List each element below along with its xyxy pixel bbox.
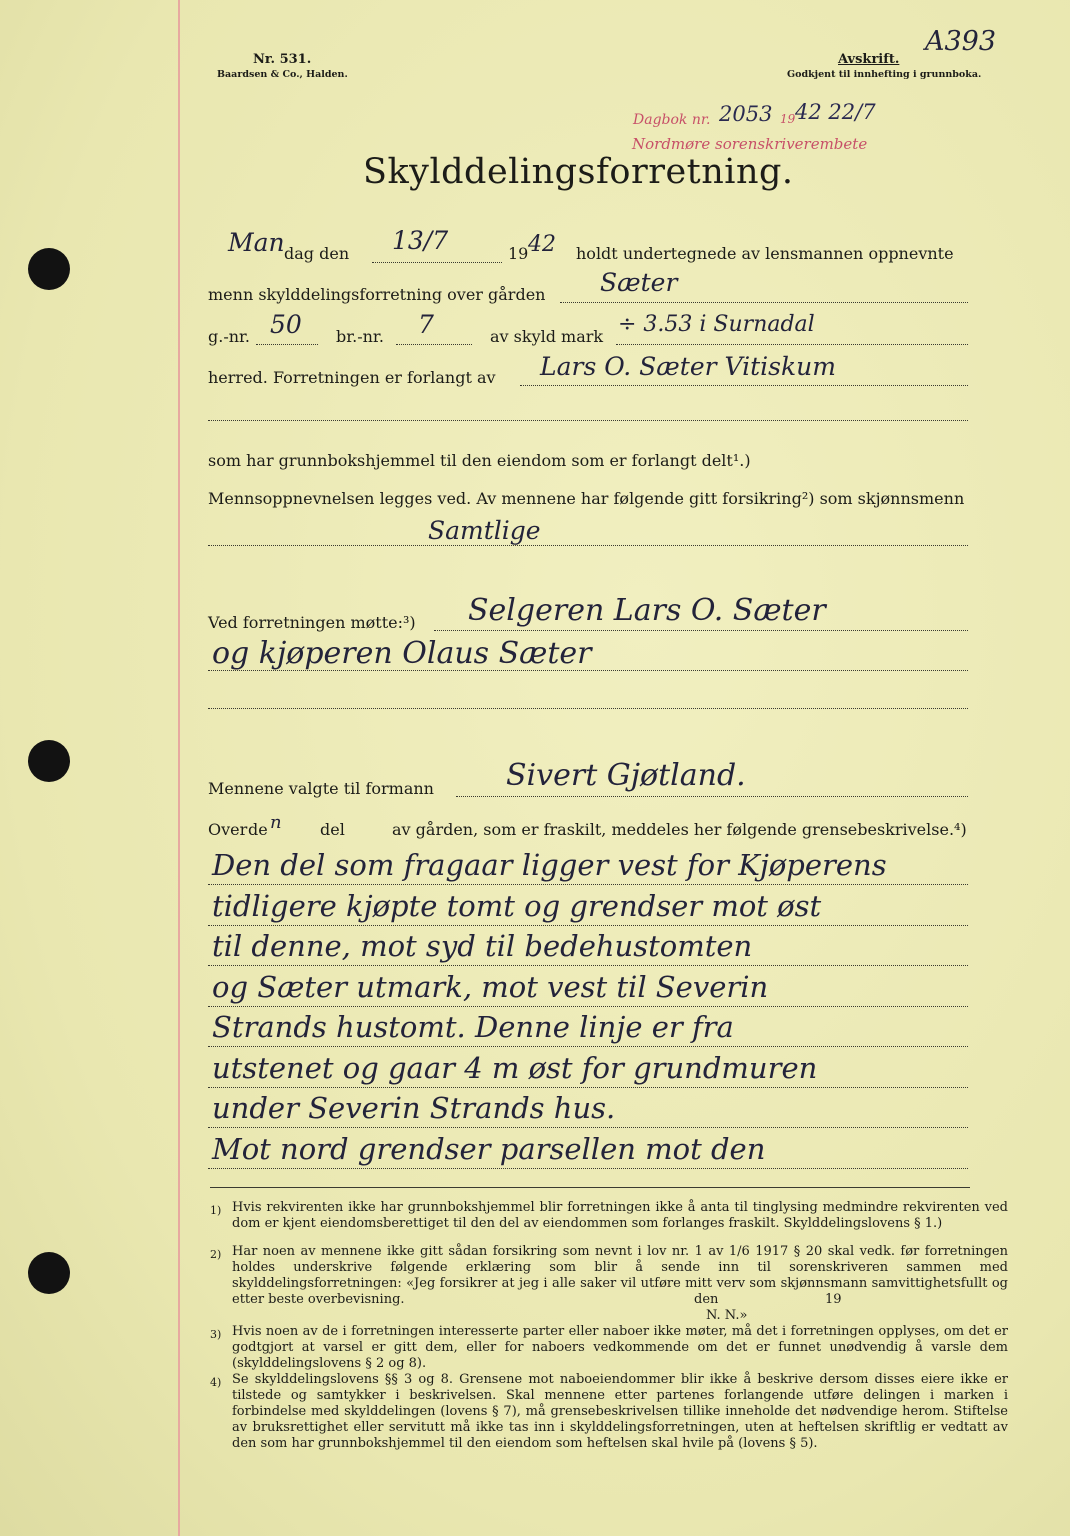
fill-line bbox=[208, 884, 968, 885]
fill-line bbox=[208, 545, 968, 546]
description-line: Strands hustomt. Denne linje er fra bbox=[212, 1010, 734, 1044]
fill-line bbox=[208, 925, 968, 926]
fill-line bbox=[208, 965, 968, 966]
fill-line bbox=[208, 708, 968, 709]
printer-name: Baardsen & Co., Halden. bbox=[217, 69, 348, 80]
label-grunnbokshjemmel: som har grunnbokshjemmel til den eiendom som er forlangt delt¹.) bbox=[208, 451, 751, 470]
description-line: tidligere kjøpte tomt og grendser mot øst bbox=[212, 888, 822, 923]
handwritten-buyer: og kjøperen Olaus Sæter bbox=[212, 636, 592, 671]
fill-line bbox=[208, 1046, 968, 1047]
office-stamp: Nordmøre sorenskriverembete bbox=[632, 135, 868, 153]
fill-line bbox=[208, 420, 968, 421]
description-line: til denne, mot syd til bedehustomten bbox=[212, 929, 753, 963]
footnote-4-mark: 4) bbox=[210, 1376, 222, 1389]
label-mennsoppnevnelse: Mennsoppnevnelsen legges ved. Av mennene har følgende gitt forsikring²) som skjønnsmenn bbox=[208, 489, 965, 508]
footnote-3: Hvis noen av de i forretningen interesserte parter eller naboer ikke møter, må det i forretningen opplyses, om det er godtgjort at varsel er gitt dem, eller for naboers vedkommende om det er funnet unødvendig å varsle dem (skylddelingslovens § 2 og 8). bbox=[232, 1324, 1008, 1371]
handwritten-day: Man bbox=[228, 228, 285, 257]
dagbok-date: 42 22/7 bbox=[795, 100, 876, 124]
handwritten-year: 42 bbox=[528, 232, 556, 257]
footnote-2-mark: 2) bbox=[210, 1248, 222, 1261]
handwritten-seller: Selgeren Lars O. Sæter bbox=[468, 593, 826, 628]
fill-line bbox=[256, 344, 318, 345]
label-gnr: g.-nr. bbox=[208, 327, 251, 346]
fill-line bbox=[456, 796, 968, 797]
handwritten-chairman: Sivert Gjøtland. bbox=[506, 758, 746, 793]
handwritten-date: 13/7 bbox=[392, 226, 449, 255]
label-de: de bbox=[248, 820, 268, 839]
label-grensebeskrivelse: av gården, som er fraskilt, meddeles her følgende grensebeskrivelse.⁴) bbox=[392, 820, 967, 839]
footnote-1-mark: 1) bbox=[210, 1204, 222, 1217]
fill-line bbox=[520, 385, 968, 386]
label-bnr: br.-nr. bbox=[336, 327, 384, 346]
handwritten-n: n bbox=[270, 812, 282, 833]
handwritten-bnr: 7 bbox=[418, 310, 434, 339]
copy-label: Avskrift. bbox=[838, 52, 900, 67]
label-gaarden: menn skylddelingsforretning over gården bbox=[208, 285, 546, 304]
label-forlangt: herred. Forretningen er forlangt av bbox=[208, 368, 496, 387]
label-skyld: av skyld mark bbox=[490, 327, 604, 346]
fill-line bbox=[434, 630, 968, 631]
description-line: under Severin Strands hus. bbox=[212, 1091, 616, 1125]
description-line: Den del som fragaar ligger vest for Kjøperens bbox=[212, 848, 887, 882]
dagbok-number: 2053 bbox=[719, 102, 773, 126]
fill-line bbox=[208, 1087, 968, 1088]
footnote-1: Hvis rekvirenten ikke har grunnbokshjemmel blir forretningen ikke å anta til tinglysing medmindre rekvirenten ved dom er kjent eiendomsberettiget til den del av eiendommen som forlanges fraskilt. Skylddelingslovens § 1.) bbox=[232, 1200, 1008, 1231]
description-line: Mot nord grendser parsellen mot den bbox=[212, 1131, 766, 1166]
footnote-3-mark: 3) bbox=[210, 1328, 222, 1341]
footnote-2: Har noen av mennene ikke gitt sådan forsikring som nevnt i lov nr. 1 av 1/6 1917 § 20 skal vedk. før forretningen holdes underskrive følgende erklæring som blir å sende inn til sorenskriveren sammen med skylddelingsforretningen: «Jeg forsikrer at jeg i alle saker vil utføre mitt verv som skjønnsmann samvittighetsfullt og etter beste overbevisning. bbox=[232, 1244, 1008, 1307]
footnote-4: Se skylddelingslovens §§ 3 og 8. Grensene mot naboeiendommer blir ikke å beskrive dersom disses eiere ikke er tilstede og samtykker i beskrivelsen. Skal mennene etter partenes forlangende utføre delingen i marken i forbindelse med skylddelingen (lovens § 7), må grensebeskrivelsen tillike inneholde det nødvendige herom. Stiftelse av bruksrettighet eller servitutt må ikke tas inn i skylddelingsforretningen, uten at heftelsen skriftlig er vedtatt av den som har grunnbokshjemmel til den eiendom som heftelsen skal hvile på (lovens § 5). bbox=[232, 1372, 1008, 1451]
label-formann: Mennene valgte til formann bbox=[208, 779, 434, 798]
fill-line bbox=[616, 344, 968, 345]
page-reference: A393 bbox=[925, 26, 997, 57]
footnote-2-year: 19 bbox=[825, 1292, 842, 1307]
approval-text: Godkjent til innhefting i grunnboka. bbox=[787, 69, 982, 80]
punch-hole bbox=[28, 1252, 70, 1294]
form-number: Nr. 531. bbox=[253, 52, 312, 67]
fill-line bbox=[372, 262, 502, 263]
margin-line bbox=[178, 0, 180, 1536]
document-title: Skylddelingsforretning. bbox=[363, 152, 794, 192]
footnote-2-den: den bbox=[694, 1292, 719, 1307]
handwritten-farm: Sæter bbox=[600, 268, 678, 297]
fill-line bbox=[208, 1127, 968, 1128]
punch-hole bbox=[28, 248, 70, 290]
footnote-2-signature: N. N.» bbox=[706, 1308, 748, 1323]
description-line: utstenet og gaar 4 m øst for grundmuren bbox=[212, 1050, 818, 1085]
description-line: og Sæter utmark, mot vest til Severin bbox=[212, 969, 769, 1004]
handwritten-samtlige: Samtlige bbox=[428, 516, 541, 545]
label-over: Over bbox=[208, 820, 248, 839]
label-del: del bbox=[320, 820, 345, 839]
footnote-rule bbox=[210, 1187, 970, 1188]
fill-line bbox=[560, 302, 968, 303]
label-year-prefix: 19 bbox=[508, 244, 529, 263]
handwritten-skyld: ÷ 3.53 i Surnadal bbox=[618, 312, 815, 337]
punch-hole bbox=[28, 740, 70, 782]
fill-line bbox=[208, 1168, 968, 1169]
fill-line bbox=[396, 344, 472, 345]
dagbok-label: Dagbok nr. bbox=[633, 112, 711, 128]
label-motte: Ved forretningen møtte:³) bbox=[208, 613, 416, 632]
fill-line bbox=[208, 1006, 968, 1007]
label-dag-den: dag den bbox=[284, 244, 350, 263]
dagbok-year-prefix: 19 bbox=[780, 112, 796, 126]
handwritten-requester: Lars O. Sæter Vitiskum bbox=[540, 352, 836, 381]
label-holdt: holdt undertegnede av lensmannen oppnevnte bbox=[576, 244, 954, 263]
handwritten-gnr: 50 bbox=[270, 310, 302, 339]
